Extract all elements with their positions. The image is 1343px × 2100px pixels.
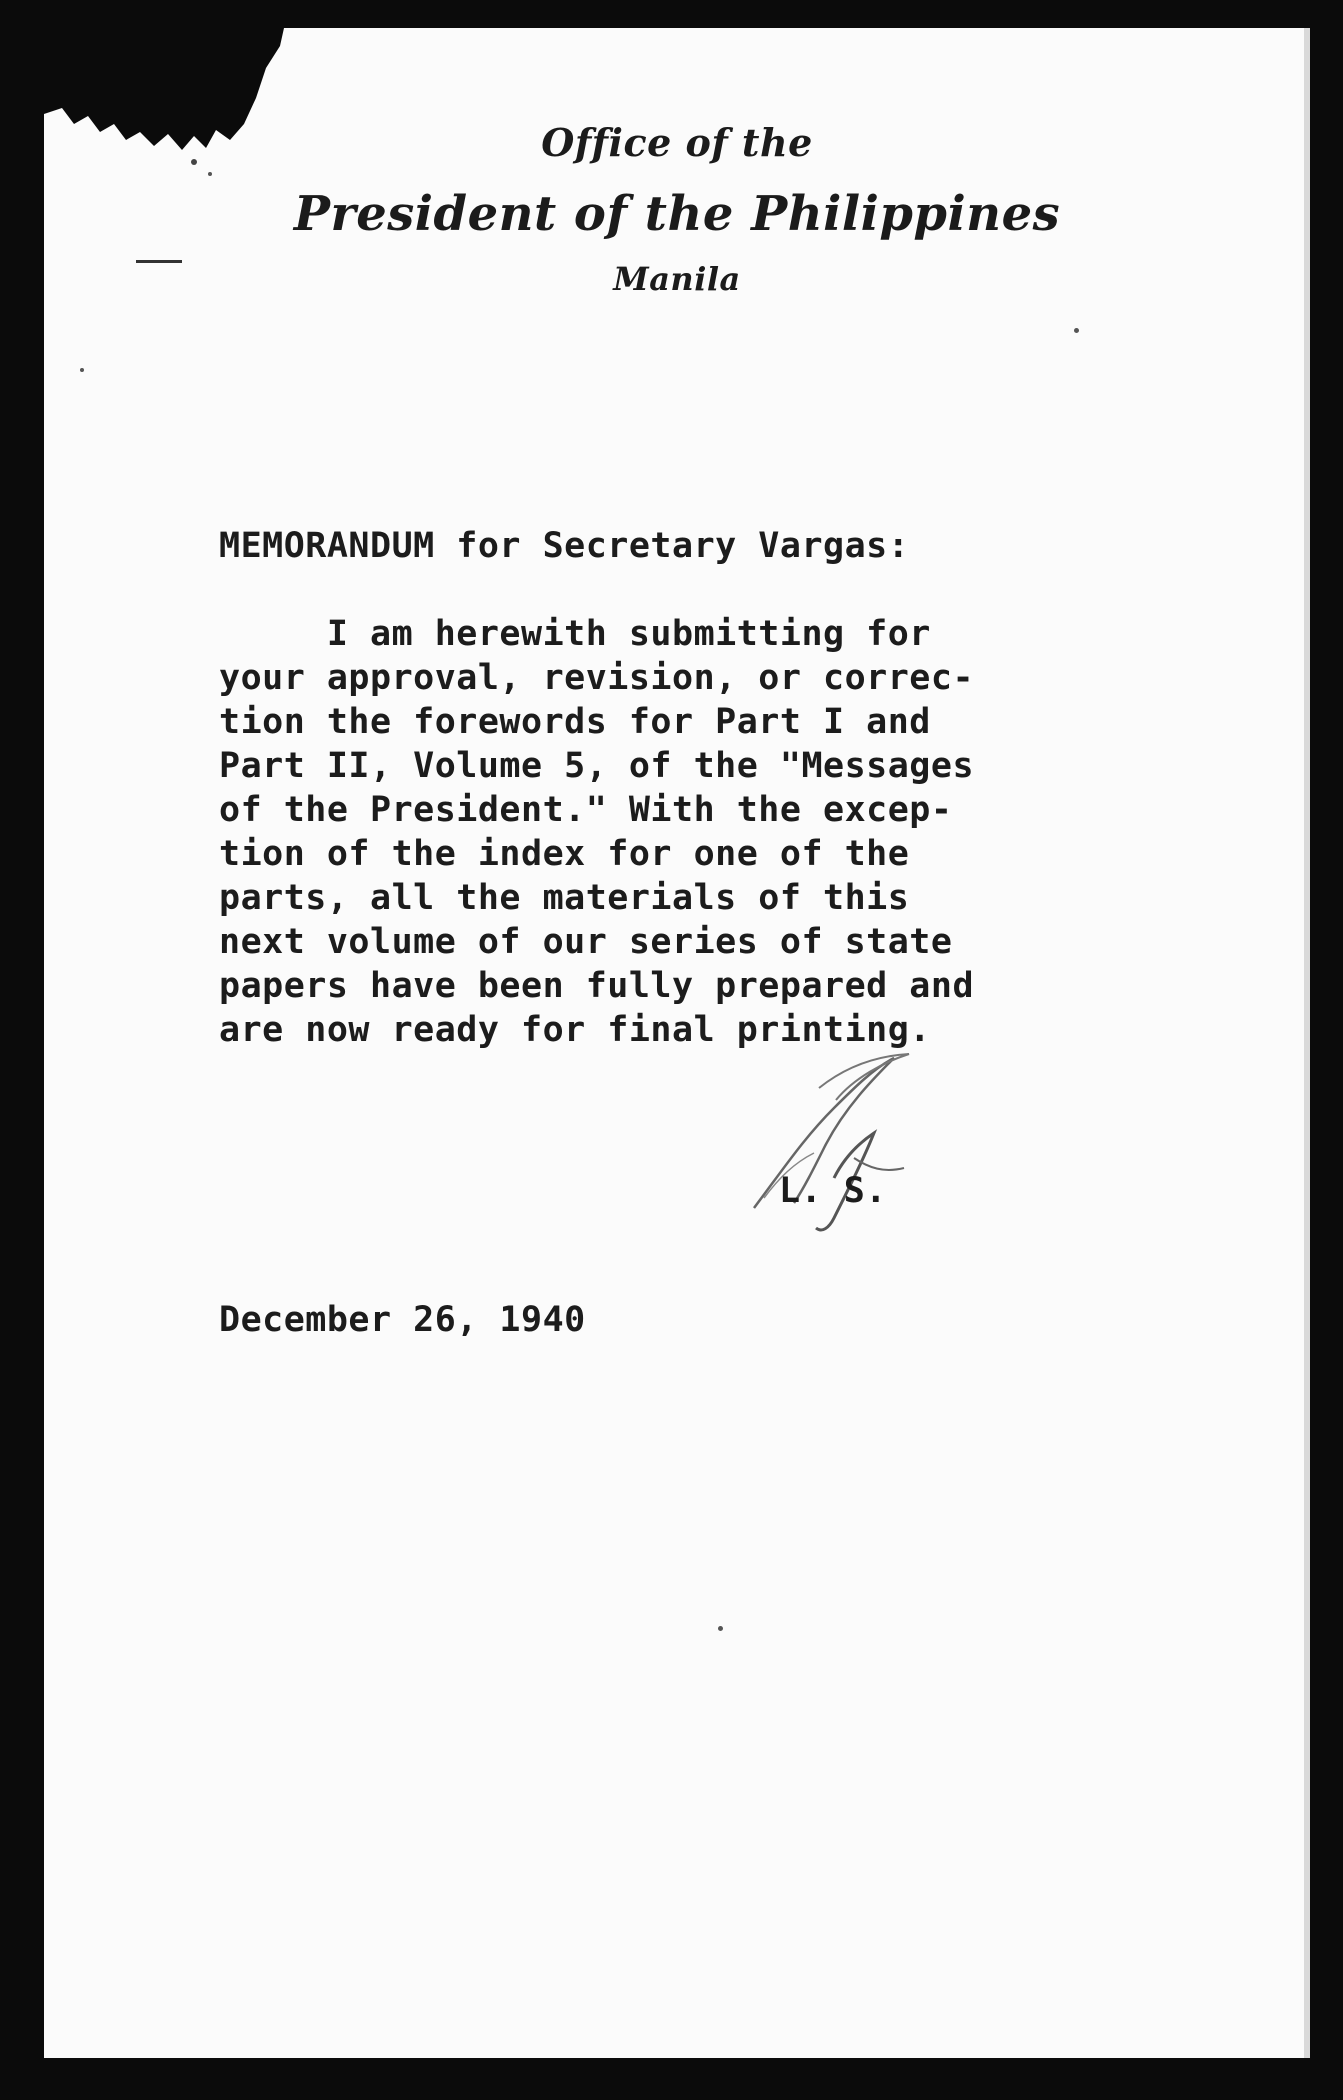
memo-body-line: tion of the index for one of the — [219, 834, 910, 874]
paper-speck — [80, 368, 84, 372]
paper-speck — [718, 1626, 723, 1631]
memo-body-line: are now ready for final printing. — [219, 1010, 931, 1050]
handwritten-signature — [724, 1028, 964, 1258]
memo-body-line: Part II, Volume 5, of the "Messages — [219, 746, 975, 786]
memo-salutation: MEMORANDUM for Secretary Vargas: — [219, 526, 910, 566]
paper-speck — [1074, 328, 1079, 333]
document-page — [44, 28, 1310, 2058]
letterhead-city: Manila — [613, 260, 741, 298]
memo-body-line: next volume of our series of state — [219, 922, 953, 962]
letterhead-president: President of the Philippines — [293, 186, 1061, 242]
letterhead-office: Office of the — [541, 120, 813, 165]
memo-body-line: parts, all the materials of this — [219, 878, 910, 918]
memo-body-line: tion the forewords for Part I and — [219, 702, 931, 742]
memo-body-line: your approval, revision, or correc- — [219, 658, 975, 698]
memo-date: December 26, 1940 — [219, 1300, 586, 1340]
memo-body-line: papers have been fully prepared and — [219, 966, 975, 1006]
memo-body-line: of the President." With the excep- — [219, 790, 953, 830]
memo-body-line: I am herewith submitting for — [219, 614, 931, 654]
page-edge-shadow — [1304, 28, 1310, 2058]
memo-initials: L. S. — [779, 1171, 887, 1211]
